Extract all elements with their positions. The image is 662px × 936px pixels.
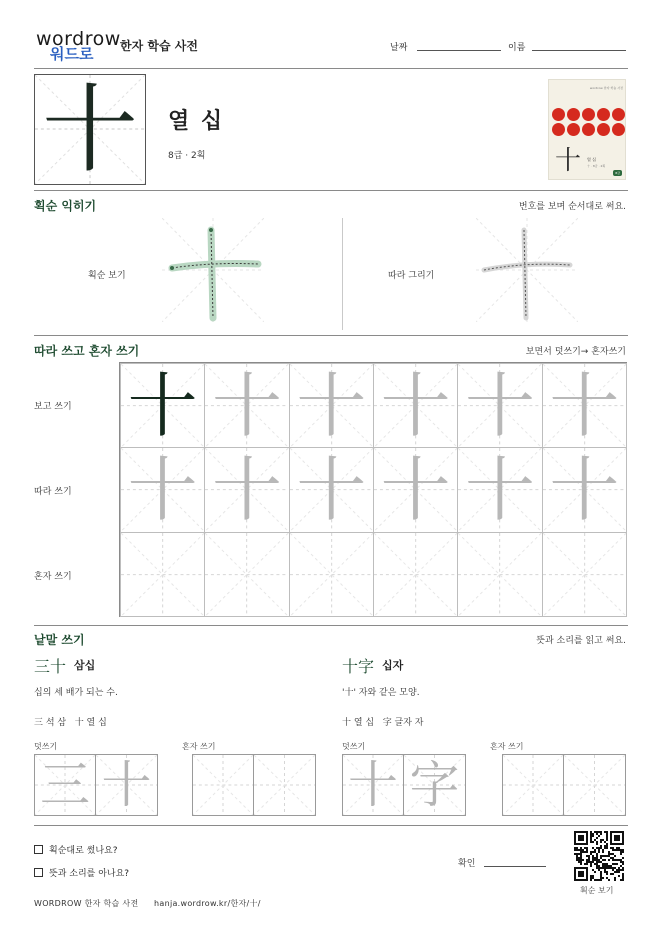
trace-character: 字 [409,756,460,814]
qr-caption: 획순 보기 [580,886,614,895]
words-section-hint: 뜻과 소리를 읽고 써요. [536,636,626,646]
writing-cell[interactable] [457,447,542,532]
guide-lines [374,533,457,616]
solo-label: 혼자 쓰기 [182,742,216,751]
trace-character: 十 [464,364,535,447]
date-field-line[interactable] [417,50,501,51]
apple-icon [567,123,580,136]
word-writing-cell[interactable] [343,755,404,815]
confirm-line[interactable] [484,866,546,867]
practice-section-hint: 보면서 덧쓰기→ 혼자쓰기 [525,347,626,357]
writing-cell[interactable] [542,532,627,617]
trace-character: 十 [211,364,282,447]
guide-lines [543,533,626,616]
apple-icon [612,123,625,136]
checklist-item[interactable] [34,843,118,856]
stroke-divider-vertical [342,218,343,330]
name-field-line[interactable] [532,50,626,51]
brand-logo [36,30,121,62]
trace-label: 덧쓰기 [34,742,58,751]
writing-cell[interactable] [120,363,205,448]
hero-thumbnail [548,79,626,180]
word-writing-cell[interactable] [503,755,564,815]
checklist-label: 뜻과 소리를 아나요? [49,869,130,879]
checklist-item[interactable] [34,866,129,879]
hero-reading: 열 십 [168,109,225,134]
solo-label: 혼자 쓰기 [490,742,524,751]
thumb-small-title: wordrow 한자 학습 사전 [589,86,623,90]
practice-section-title: 따라 쓰고 혼자 쓰기 [34,344,140,358]
trace-character: 三 [40,756,90,814]
trace-label: 덧쓰기 [342,742,366,751]
hero-meta: 8급 · 2획 [168,151,206,161]
word-reading: 십자 [382,659,404,672]
words-divider [34,825,628,826]
guide-lines [205,533,288,616]
checkbox[interactable] [34,845,43,854]
apple-icon [567,108,580,121]
model-character: 十 [127,364,198,447]
thumb-reading: 열 십 [587,157,596,162]
trace-character: 十 [101,756,152,814]
writing-cell[interactable] [120,532,205,617]
writing-cell[interactable] [289,447,374,532]
date-label: 날짜 [390,43,408,53]
guide-lines [193,755,253,815]
qr-code-icon[interactable] [574,831,624,881]
writing-cell[interactable] [120,447,205,532]
trace-character: 十 [211,448,282,531]
thumb-badge: 8급 [615,171,620,175]
word-writing-cell[interactable] [96,755,157,815]
hero-character: 十 [42,73,138,186]
thumb-sub: 十 · 8급 · 2획 [587,164,606,168]
words-section-title: 낱말 쓰기 [34,633,85,647]
writing-cell[interactable] [457,363,542,448]
stroke-view-label: 획순 보기 [88,271,126,281]
word-writing-cell[interactable] [404,755,465,815]
trace-character: 十 [296,448,367,531]
apple-icon [552,123,565,136]
writing-cell[interactable] [373,447,458,532]
practice-divider [34,625,628,626]
apple-grid [552,108,624,136]
guide-lines [564,755,625,815]
row-label-trace: 따라 쓰기 [34,487,72,497]
stroke-order-diagram [162,218,264,322]
name-label: 이름 [508,43,526,53]
checklist-label: 획순대로 썼나요? [49,846,118,856]
apple-icon [612,108,625,121]
brand-logo-top: wordrow [36,28,121,50]
apple-icon [582,123,595,136]
word-writing-cell[interactable] [193,755,254,815]
thumb-character: 十 [555,146,582,176]
stroke-trace-label: 따라 그리기 [388,271,435,281]
writing-cell[interactable] [373,363,458,448]
guide-lines [458,533,541,616]
guide-lines [121,533,204,616]
row-label-view: 보고 쓰기 [34,402,72,412]
writing-cell[interactable] [204,447,289,532]
confirm-label: 확인 [458,859,476,869]
apple-icon [597,108,610,121]
word-writing-cell[interactable] [254,755,315,815]
trace-character: 十 [380,448,451,531]
word-writing-cell[interactable] [35,755,96,815]
footer-brand: WORDROW 한자 학습 사전 [34,899,139,908]
word-meaning: '十' 자와 같은 모양. [342,688,420,698]
word-hanja: 三十 [34,657,67,676]
apple-icon [582,108,595,121]
word-trace-box[interactable] [34,754,158,816]
trace-character: 十 [464,448,535,531]
apple-icon [597,123,610,136]
footer-url: hanja.wordrow.kr/한자/十/ [154,899,261,908]
guide-lines [254,755,315,815]
guide-lines [290,533,373,616]
writing-cell[interactable] [289,363,374,448]
checkbox[interactable] [34,868,43,877]
writing-cell[interactable] [373,532,458,617]
trace-character: 十 [549,448,620,531]
trace-character: 十 [127,448,198,531]
hero-character-box [34,74,146,185]
writing-cell[interactable] [457,532,542,617]
writing-cell[interactable] [542,363,627,448]
word-parts: 三 석 삼 十 열 십 [34,718,107,728]
word-solo-box[interactable] [502,754,626,816]
trace-character: 十 [549,364,620,447]
trace-character: 十 [296,364,367,447]
writing-cell[interactable] [542,447,627,532]
writing-cell[interactable] [204,532,289,617]
header-divider [34,68,628,69]
word-hanja: 十字 [342,657,375,676]
apple-icon [552,108,565,121]
guide-lines [503,755,563,815]
word-solo-box[interactable] [192,754,316,816]
trace-character: 十 [380,364,451,447]
stroke-section-title: 획순 익히기 [34,199,97,213]
page-title: 한자 학습 사전 [120,39,198,53]
word-trace-box[interactable] [342,754,466,816]
writing-cell[interactable] [204,363,289,448]
word-parts: 十 열 십 字 글자 자 [342,718,424,728]
stroke-section-hint: 번호를 보며 순서대로 써요. [518,202,626,212]
hero-divider [34,190,628,191]
practice-grid [119,362,627,617]
stroke-divider [34,335,628,336]
word-reading: 삼십 [74,659,96,672]
row-label-solo: 혼자 쓰기 [34,572,72,582]
brand-logo-bottom: 워드로 [50,45,94,63]
trace-character: 十 [348,756,398,814]
word-writing-cell[interactable] [564,755,625,815]
word-meaning: 십의 세 배가 되는 수. [34,688,118,698]
writing-cell[interactable] [289,532,374,617]
stroke-trace-diagram[interactable] [476,218,578,322]
